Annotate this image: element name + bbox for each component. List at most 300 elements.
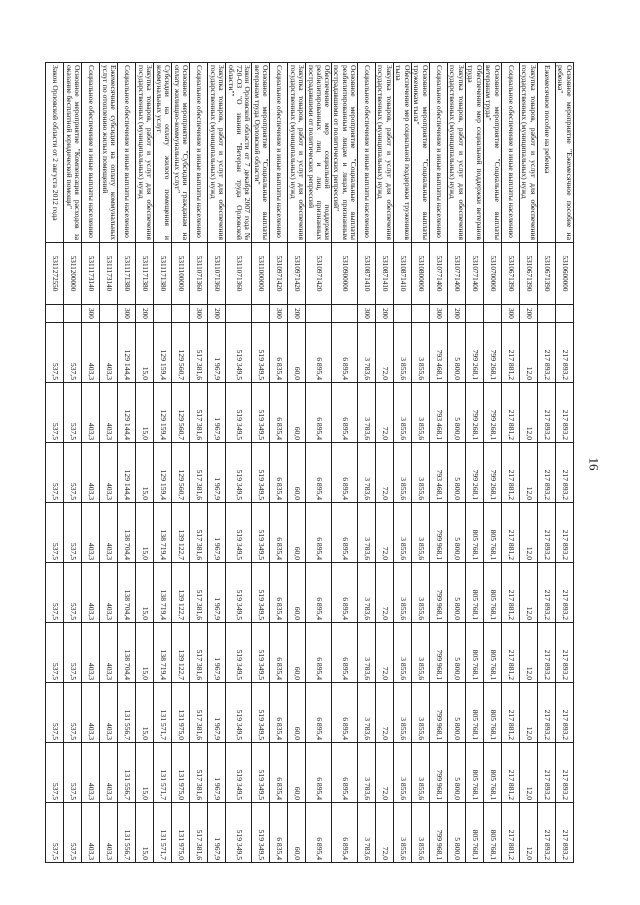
row-value-cell: 6 895,4: [332, 563, 358, 623]
row-value-cell: 5 800,0: [448, 323, 466, 383]
row-value-cell: 3 855,6: [412, 503, 430, 563]
row-value-cell: 519 349,5: [252, 743, 270, 803]
row-value-cell: 519 349,5: [252, 503, 270, 563]
row-value-cell: 805 768,1: [484, 623, 502, 683]
row-value-cell: 1 967,9: [208, 443, 226, 503]
row-value-cell: 799 268,1: [484, 383, 502, 443]
row-name-cell: Социальное обеспечение и иные выплаты населению: [430, 63, 448, 243]
row-value-cell: 1 967,9: [208, 383, 226, 443]
row-vr-cell: 300: [358, 305, 376, 323]
row-vr-cell: [100, 305, 118, 323]
row-name-cell: Социальное обеспечение и иные выплаты населению: [190, 63, 208, 243]
row-value-cell: 6 895,4: [306, 563, 332, 623]
row-code-cell: 5310971420: [306, 243, 332, 305]
row-value-cell: 537,5: [46, 683, 64, 743]
row-value-cell: 6 895,4: [306, 743, 332, 803]
row-vr-cell: 300: [118, 305, 136, 323]
row-name-cell: Социальное обеспечение и иные выплаты населению: [118, 63, 136, 243]
table-row: [448, 63, 466, 863]
row-value-cell: 403,3: [82, 383, 100, 443]
row-value-cell: 517 381,6: [190, 443, 208, 503]
row-value-cell: 403,3: [100, 383, 118, 443]
row-value-cell: 403,3: [82, 503, 100, 563]
row-value-cell: 3 855,6: [394, 503, 412, 563]
row-value-cell: 6 835,4: [270, 383, 288, 443]
table-row: [430, 63, 448, 863]
row-value-cell: 15,0: [136, 683, 154, 743]
row-value-cell: 5 800,0: [448, 683, 466, 743]
row-name-cell: Закупка товаров, работ и услуг для обеспечения государственных (муниципальных) нужд: [376, 63, 394, 243]
row-value-cell: 217 893,2: [556, 803, 574, 863]
row-value-cell: 1 967,9: [208, 323, 226, 383]
row-value-cell: 138 704,4: [118, 563, 136, 623]
row-value-cell: 6 835,4: [270, 503, 288, 563]
row-value-cell: 1 967,9: [208, 743, 226, 803]
row-value-cell: 5 800,0: [448, 743, 466, 803]
row-value-cell: 217 893,2: [556, 383, 574, 443]
row-value-cell: 537,5: [64, 443, 82, 503]
row-code-cell: 5310800000: [412, 243, 430, 305]
table-row: [226, 63, 252, 863]
table-row: [288, 63, 306, 863]
row-name-cell: Закон Орловской области от 2 августа 2012 года: [46, 63, 64, 243]
row-value-cell: 6 835,4: [270, 683, 288, 743]
row-value-cell: 129 560,7: [172, 383, 190, 443]
row-value-cell: 805 768,1: [466, 623, 484, 683]
table-row: [154, 63, 172, 863]
row-value-cell: 537,5: [46, 323, 64, 383]
row-name-cell: Основное мероприятие "Социальные выплаты ветеранам труда": [484, 63, 502, 243]
row-value-cell: 537,5: [46, 503, 64, 563]
row-value-cell: 517 381,6: [190, 503, 208, 563]
row-code-cell: 5310771400: [466, 243, 484, 305]
row-value-cell: 131 556,7: [118, 803, 136, 863]
row-value-cell: 6 835,4: [270, 323, 288, 383]
row-value-cell: 519 349,5: [226, 743, 252, 803]
row-code-cell: 5311100000: [172, 243, 190, 305]
row-vr-cell: 300: [502, 305, 520, 323]
row-value-cell: 1 967,9: [208, 683, 226, 743]
row-value-cell: 799 268,1: [466, 323, 484, 383]
row-value-cell: 129 144,4: [118, 323, 136, 383]
row-value-cell: 60,0: [288, 383, 306, 443]
row-value-cell: 793 468,1: [430, 323, 448, 383]
row-value-cell: 3 783,6: [358, 623, 376, 683]
row-value-cell: 517 381,6: [190, 383, 208, 443]
row-value-cell: 537,5: [64, 503, 82, 563]
table-row: [100, 63, 118, 863]
row-value-cell: 805 768,1: [466, 503, 484, 563]
row-value-cell: 60,0: [288, 803, 306, 863]
row-value-cell: 6 895,4: [332, 383, 358, 443]
row-value-cell: 6 895,4: [332, 443, 358, 503]
row-value-cell: 72,0: [376, 323, 394, 383]
row-value-cell: 537,5: [64, 683, 82, 743]
row-name-cell: Основное мероприятие "Социальные выплаты реабилитированным лицам и лицам, признанным пострадавшими от политических репрессий": [332, 63, 358, 243]
row-code-cell: 5310671390: [502, 243, 520, 305]
row-value-cell: 537,5: [64, 743, 82, 803]
row-value-cell: 519 349,5: [226, 563, 252, 623]
row-value-cell: 6 895,4: [306, 683, 332, 743]
row-vr-cell: 200: [288, 305, 306, 323]
row-value-cell: 131 975,0: [172, 743, 190, 803]
row-value-cell: 139 122,7: [172, 563, 190, 623]
row-value-cell: 805 768,1: [466, 563, 484, 623]
row-value-cell: 537,5: [46, 443, 64, 503]
row-value-cell: 3 783,6: [358, 743, 376, 803]
row-code-cell: 5311173140: [100, 243, 118, 305]
row-value-cell: 12,0: [520, 323, 538, 383]
row-value-cell: 6 835,4: [270, 743, 288, 803]
row-value-cell: 517 381,6: [190, 563, 208, 623]
row-value-cell: 217 893,2: [538, 683, 556, 743]
row-value-cell: 6 895,4: [332, 623, 358, 683]
row-vr-cell: [484, 305, 502, 323]
table-row: [412, 63, 430, 863]
row-code-cell: 5311171380: [118, 243, 136, 305]
row-vr-cell: [412, 305, 430, 323]
row-value-cell: 217 881,2: [502, 383, 520, 443]
row-value-cell: 129 144,4: [118, 383, 136, 443]
row-code-cell: 5310700000: [484, 243, 502, 305]
row-value-cell: 3 855,6: [412, 623, 430, 683]
row-value-cell: 60,0: [288, 563, 306, 623]
row-value-cell: 217 893,2: [556, 683, 574, 743]
row-value-cell: 131 975,0: [172, 803, 190, 863]
row-value-cell: 60,0: [288, 623, 306, 683]
row-name-cell: Закупка товаров, работ и услуг для обеспечения государственных (муниципальных) нужд: [448, 63, 466, 243]
row-value-cell: 3 783,6: [358, 443, 376, 503]
row-value-cell: 403,3: [82, 623, 100, 683]
table-row: [190, 63, 208, 863]
row-value-cell: 6 895,4: [306, 323, 332, 383]
row-vr-cell: [306, 305, 332, 323]
row-value-cell: 519 349,5: [226, 803, 252, 863]
row-value-cell: 3 855,6: [394, 683, 412, 743]
row-value-cell: 519 349,5: [252, 803, 270, 863]
row-value-cell: 799 268,1: [466, 443, 484, 503]
row-value-cell: 72,0: [376, 383, 394, 443]
row-value-cell: 129 159,4: [154, 323, 172, 383]
row-value-cell: 6 895,4: [306, 503, 332, 563]
row-value-cell: 5 800,0: [448, 383, 466, 443]
row-value-cell: 3 783,6: [358, 383, 376, 443]
table-row: [46, 63, 64, 863]
row-vr-cell: [332, 305, 358, 323]
row-value-cell: 217 893,2: [538, 563, 556, 623]
row-name-cell: Закупка товаров, работ и услуг для обеспечения государственных (муниципальных) нужд: [288, 63, 306, 243]
row-value-cell: 129 560,7: [172, 323, 190, 383]
row-value-cell: 519 349,5: [226, 623, 252, 683]
row-value-cell: 537,5: [64, 623, 82, 683]
row-value-cell: 6 895,4: [306, 443, 332, 503]
row-name-cell: Ежемесячное пособие на ребенка: [538, 63, 556, 243]
row-value-cell: 139 122,7: [172, 623, 190, 683]
row-vr-cell: [172, 305, 190, 323]
row-value-cell: 403,3: [100, 683, 118, 743]
row-vr-cell: 300: [430, 305, 448, 323]
row-value-cell: 217 881,2: [502, 443, 520, 503]
row-vr-cell: 200: [376, 305, 394, 323]
row-code-cell: 5310771400: [448, 243, 466, 305]
row-value-cell: 519 349,5: [252, 623, 270, 683]
row-code-cell: 5310600000: [556, 243, 574, 305]
page-number: 16: [586, 457, 602, 471]
row-name-cell: Обеспечение мер социальной поддержки тружеников тыла: [394, 63, 412, 243]
row-value-cell: 217 893,2: [538, 323, 556, 383]
row-value-cell: 403,3: [82, 683, 100, 743]
row-value-cell: 537,5: [64, 803, 82, 863]
row-value-cell: 217 881,2: [502, 623, 520, 683]
table-row: [394, 63, 412, 863]
row-value-cell: 6 835,4: [270, 563, 288, 623]
row-name-cell: Основное мероприятие "Ежемесячное пособие на ребенка": [556, 63, 574, 243]
row-value-cell: 12,0: [520, 683, 538, 743]
row-value-cell: 15,0: [136, 323, 154, 383]
row-vr-cell: [46, 305, 64, 323]
row-vr-cell: [538, 305, 556, 323]
row-value-cell: 5 800,0: [448, 803, 466, 863]
row-value-cell: 3 855,6: [394, 623, 412, 683]
row-value-cell: 6 895,4: [332, 683, 358, 743]
row-value-cell: 217 893,2: [538, 743, 556, 803]
row-name-cell: Закупка товаров, работ и услуг для обеспечения государственных (муниципальных) нужд: [136, 63, 154, 243]
row-value-cell: 3 855,6: [412, 563, 430, 623]
row-value-cell: 6 895,4: [332, 323, 358, 383]
row-name-cell: Основное мероприятие "Социальные выплаты ветеранам труда Орловской области": [252, 63, 270, 243]
row-value-cell: 519 349,5: [226, 383, 252, 443]
row-code-cell: 5311071360: [190, 243, 208, 305]
row-value-cell: 3 855,6: [412, 443, 430, 503]
row-code-cell: 5311200000: [64, 243, 82, 305]
row-value-cell: 799 968,1: [430, 563, 448, 623]
row-value-cell: 5 800,0: [448, 623, 466, 683]
row-code-cell: 5311071360: [226, 243, 252, 305]
row-value-cell: 138 719,4: [154, 503, 172, 563]
row-value-cell: 138 704,4: [118, 503, 136, 563]
row-vr-cell: [252, 305, 270, 323]
row-vr-cell: 200: [520, 305, 538, 323]
row-value-cell: 403,3: [100, 323, 118, 383]
row-code-cell: 5310871410: [394, 243, 412, 305]
row-code-cell: 5310900000: [332, 243, 358, 305]
row-value-cell: 3 855,6: [412, 743, 430, 803]
row-value-cell: 15,0: [136, 803, 154, 863]
row-value-cell: 6 895,4: [306, 623, 332, 683]
row-code-cell: 5310671390: [520, 243, 538, 305]
row-value-cell: 519 349,5: [226, 503, 252, 563]
row-value-cell: 60,0: [288, 683, 306, 743]
row-value-cell: 131 571,7: [154, 683, 172, 743]
row-value-cell: 6 895,4: [332, 743, 358, 803]
row-value-cell: 217 881,2: [502, 743, 520, 803]
budget-table-sheet: [50, 62, 574, 862]
row-value-cell: 403,3: [82, 323, 100, 383]
row-value-cell: 3 783,6: [358, 683, 376, 743]
row-value-cell: 6 835,4: [270, 803, 288, 863]
row-value-cell: 129 144,4: [118, 443, 136, 503]
row-value-cell: 138 719,4: [154, 623, 172, 683]
row-value-cell: 217 893,2: [538, 503, 556, 563]
row-name-cell: Обеспечение мер социальной поддержки ветеранов труда: [466, 63, 484, 243]
table-row: [466, 63, 484, 863]
table-row: [252, 63, 270, 863]
row-value-cell: 72,0: [376, 623, 394, 683]
row-value-cell: 139 122,7: [172, 503, 190, 563]
table-row: [270, 63, 288, 863]
row-value-cell: 517 381,6: [190, 323, 208, 383]
row-value-cell: 60,0: [288, 323, 306, 383]
row-value-cell: 805 768,1: [484, 803, 502, 863]
table-row: [538, 63, 556, 863]
row-value-cell: 217 893,2: [556, 743, 574, 803]
row-value-cell: 1 967,9: [208, 503, 226, 563]
row-value-cell: 799 268,1: [484, 323, 502, 383]
row-name-cell: Социальное обеспечение и иные выплаты населению: [82, 63, 100, 243]
row-value-cell: 217 881,2: [502, 563, 520, 623]
row-value-cell: 519 349,5: [226, 323, 252, 383]
row-code-cell: 5311272550: [46, 243, 64, 305]
row-value-cell: 60,0: [288, 503, 306, 563]
row-value-cell: 5 800,0: [448, 503, 466, 563]
row-value-cell: 15,0: [136, 383, 154, 443]
row-value-cell: 519 349,5: [252, 563, 270, 623]
row-code-cell: 5311171380: [136, 243, 154, 305]
row-value-cell: 799 968,1: [430, 623, 448, 683]
row-name-cell: Социальное обеспечение и иные выплаты населению: [502, 63, 520, 243]
row-value-cell: 519 349,5: [252, 683, 270, 743]
row-value-cell: 217 893,2: [556, 623, 574, 683]
row-value-cell: 72,0: [376, 743, 394, 803]
row-name-cell: Основное мероприятие "Компенсация расходов за оказание бесплатной юридической помощи": [64, 63, 82, 243]
row-value-cell: 15,0: [136, 503, 154, 563]
row-value-cell: 6 835,4: [270, 443, 288, 503]
row-value-cell: 217 893,2: [556, 563, 574, 623]
row-name-cell: Социальное обеспечение и иные выплаты населению: [358, 63, 376, 243]
row-value-cell: 12,0: [520, 623, 538, 683]
row-value-cell: 3 855,6: [394, 743, 412, 803]
row-value-cell: 537,5: [64, 383, 82, 443]
row-value-cell: 138 704,4: [118, 623, 136, 683]
row-value-cell: 72,0: [376, 803, 394, 863]
table-row: [376, 63, 394, 863]
row-name-cell: Социальное обеспечение и иные выплаты населению: [270, 63, 288, 243]
row-value-cell: 131 556,7: [118, 743, 136, 803]
row-value-cell: 217 893,2: [538, 803, 556, 863]
row-value-cell: 793 468,1: [430, 383, 448, 443]
row-value-cell: 15,0: [136, 443, 154, 503]
row-value-cell: 3 855,6: [394, 383, 412, 443]
row-name-cell: Основное мероприятие "Социальные выплаты труженикам тыла": [412, 63, 430, 243]
row-value-cell: 799 968,1: [430, 683, 448, 743]
row-value-cell: 6 895,4: [332, 503, 358, 563]
row-value-cell: 129 560,7: [172, 443, 190, 503]
row-value-cell: 519 349,5: [252, 323, 270, 383]
row-value-cell: 805 768,1: [484, 683, 502, 743]
row-value-cell: 3 855,6: [394, 323, 412, 383]
row-value-cell: 6 895,4: [306, 383, 332, 443]
row-value-cell: 15,0: [136, 623, 154, 683]
row-value-cell: 1 967,9: [208, 623, 226, 683]
row-value-cell: 537,5: [46, 563, 64, 623]
row-value-cell: 217 881,2: [502, 503, 520, 563]
row-value-cell: 217 893,2: [538, 383, 556, 443]
row-value-cell: 519 349,5: [252, 383, 270, 443]
row-value-cell: 799 268,1: [466, 383, 484, 443]
row-name-cell: Закупка товаров, работ и услуг для обеспечения государственных (муниципальных) нужд: [520, 63, 538, 243]
table-row: [358, 63, 376, 863]
row-code-cell: 5310971420: [270, 243, 288, 305]
row-value-cell: 3 855,6: [412, 323, 430, 383]
row-value-cell: 3 855,6: [394, 563, 412, 623]
row-value-cell: 799 268,1: [484, 443, 502, 503]
row-value-cell: 72,0: [376, 503, 394, 563]
row-value-cell: 60,0: [288, 743, 306, 803]
row-value-cell: 3 855,6: [412, 383, 430, 443]
row-value-cell: 537,5: [46, 803, 64, 863]
row-value-cell: 793 468,1: [430, 443, 448, 503]
row-value-cell: 131 556,7: [118, 683, 136, 743]
row-value-cell: 519 349,5: [252, 443, 270, 503]
row-value-cell: 129 159,4: [154, 383, 172, 443]
row-value-cell: 6 835,4: [270, 623, 288, 683]
row-value-cell: 6 895,4: [332, 803, 358, 863]
row-code-cell: 5311173140: [82, 243, 100, 305]
row-value-cell: 403,3: [100, 743, 118, 803]
table-row: [136, 63, 154, 863]
row-value-cell: 799 968,1: [430, 503, 448, 563]
row-value-cell: 805 768,1: [466, 743, 484, 803]
row-value-cell: 3 783,6: [358, 503, 376, 563]
row-code-cell: 5310971420: [288, 243, 306, 305]
row-code-cell: 5310871410: [376, 243, 394, 305]
row-value-cell: 799 968,1: [430, 803, 448, 863]
table-row: [306, 63, 332, 863]
row-value-cell: 12,0: [520, 443, 538, 503]
row-name-cell: Ежемесячные субсидии на оплату коммунальных услуг по отоплению жилых помещений: [100, 63, 118, 243]
row-name-cell: Основное мероприятие "Субсидии гражданам на оплату жилищно-коммунальных услуг": [172, 63, 190, 243]
row-value-cell: 138 719,4: [154, 563, 172, 623]
row-value-cell: 517 381,6: [190, 683, 208, 743]
row-value-cell: 805 768,1: [484, 563, 502, 623]
row-value-cell: 217 881,2: [502, 803, 520, 863]
row-value-cell: 72,0: [376, 563, 394, 623]
row-value-cell: 403,3: [82, 743, 100, 803]
row-value-cell: 403,3: [100, 503, 118, 563]
row-value-cell: 60,0: [288, 443, 306, 503]
row-vr-cell: [466, 305, 484, 323]
row-vr-cell: [64, 305, 82, 323]
row-vr-cell: 300: [190, 305, 208, 323]
budget-table: [45, 62, 574, 863]
row-value-cell: 1 967,9: [208, 563, 226, 623]
row-value-cell: 3 783,6: [358, 803, 376, 863]
row-code-cell: 5311071360: [208, 243, 226, 305]
row-value-cell: 805 768,1: [484, 743, 502, 803]
row-value-cell: 805 768,1: [466, 683, 484, 743]
row-value-cell: 5 800,0: [448, 563, 466, 623]
row-vr-cell: 200: [136, 305, 154, 323]
row-value-cell: 12,0: [520, 563, 538, 623]
row-value-cell: 537,5: [64, 323, 82, 383]
row-value-cell: 217 881,2: [502, 323, 520, 383]
row-value-cell: 519 349,5: [226, 683, 252, 743]
row-value-cell: 15,0: [136, 563, 154, 623]
row-value-cell: 3 783,6: [358, 563, 376, 623]
row-value-cell: 3 783,6: [358, 323, 376, 383]
row-vr-cell: 200: [208, 305, 226, 323]
row-value-cell: 217 881,2: [502, 683, 520, 743]
